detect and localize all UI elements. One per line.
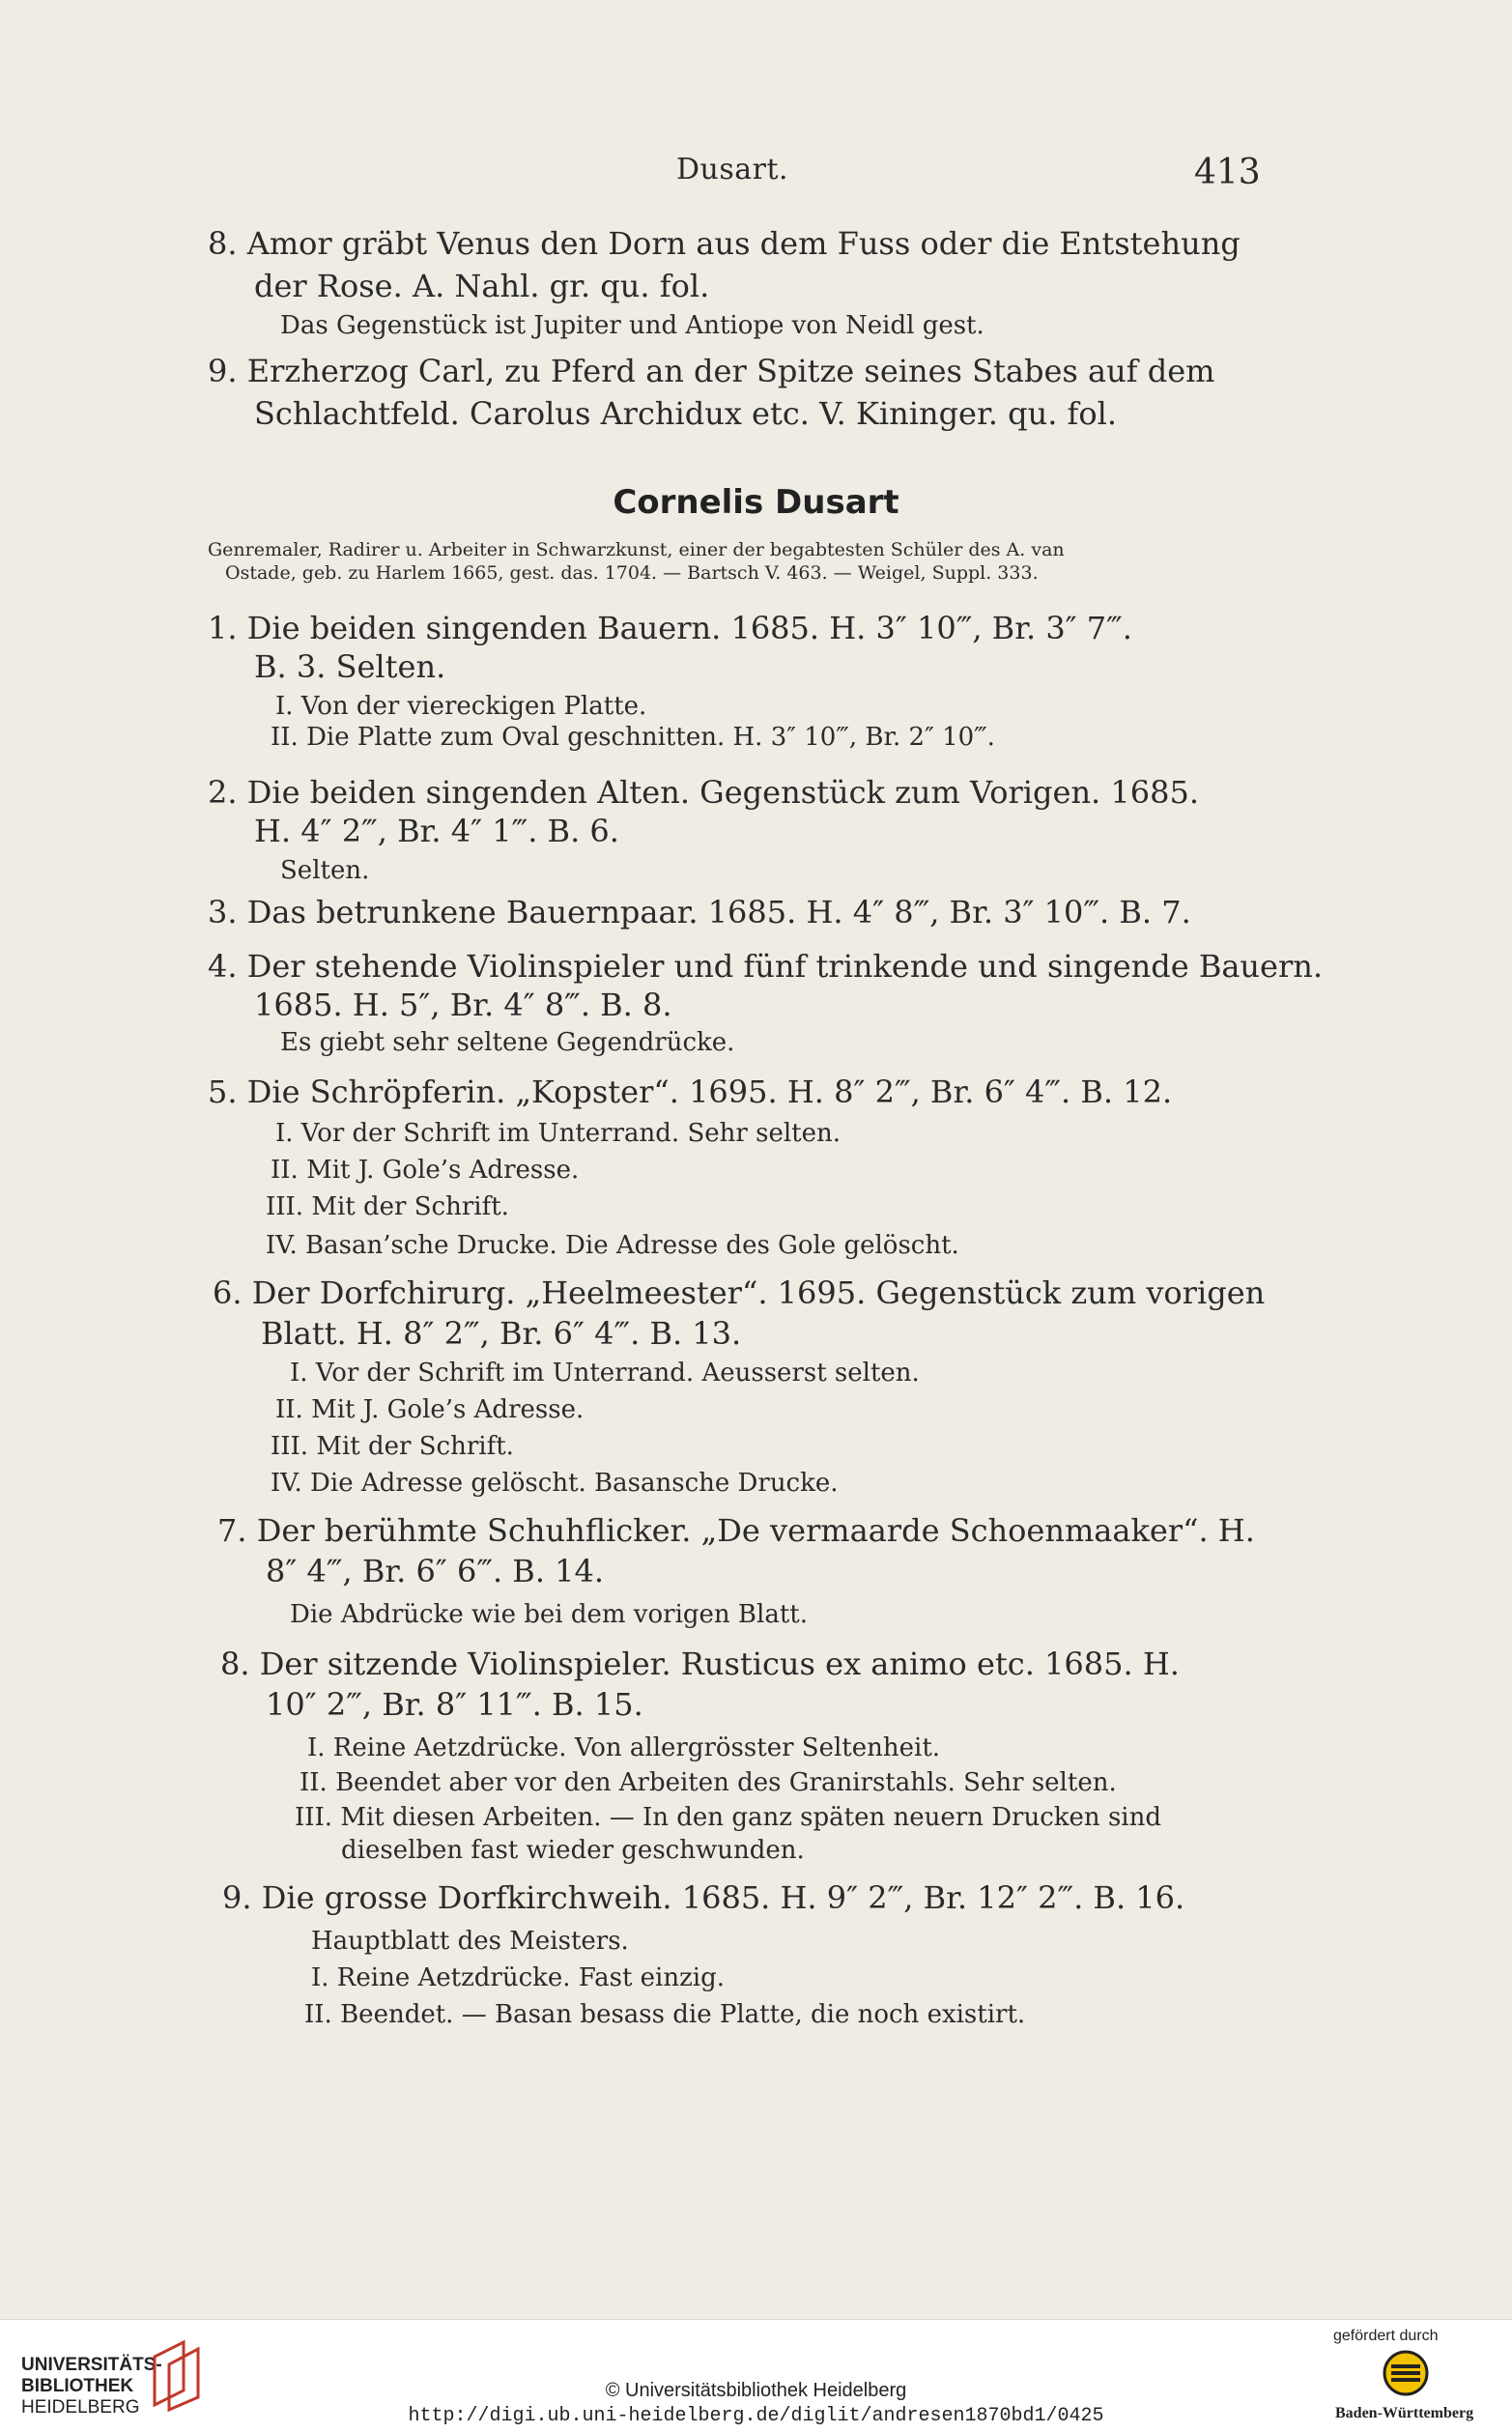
- text-line: 9. Die grosse Dorfkirchweih. 1685. H. 9″ 2‴, Br. 12″ 2‴. B. 16.: [222, 1879, 1185, 1916]
- library-line-2: BIBLIOTHEK: [21, 2376, 134, 2396]
- text-line: III. Mit der Schrift.: [271, 1432, 514, 1461]
- text-line: 3. Das betrunkene Bauernpaar. 1685. H. 4″ 8‴, Br. 3″ 10‴. B. 7.: [208, 894, 1191, 930]
- text-line: 1. Die beiden singenden Bauern. 1685. H. 3″ 10‴, Br. 3″ 7‴.: [208, 610, 1132, 646]
- text-line: 2. Die beiden singenden Alten. Gegenstück zum Vorigen. 1685.: [208, 774, 1199, 811]
- text-line: Selten.: [280, 856, 370, 885]
- text-line: III. Mit diesen Arbeiten. — In den ganz späten neuern Drucken sind: [295, 1803, 1161, 1832]
- permalink-url[interactable]: http://digi.ub.uni-heidelberg.de/diglit/andresen1870bd1/0425: [408, 2405, 1104, 2427]
- sponsor-label: gefördert durch: [1333, 2328, 1439, 2344]
- text-line: 6. Der Dorfchirurg. „Heelmeester“. 1695. Gegenstück zum vorigen: [213, 1274, 1266, 1311]
- text-line: Hauptblatt des Meisters.: [311, 1927, 629, 1956]
- text-line: B. 3. Selten.: [254, 648, 446, 685]
- sponsor-name: Baden-Württemberg: [1335, 2405, 1474, 2421]
- text-line: II. Beendet aber vor den Arbeiten des Granirstahls. Sehr selten.: [300, 1768, 1117, 1797]
- text-line: 7. Der berühmte Schuhflicker. „De vermaarde Schoenmaaker“. H.: [217, 1512, 1255, 1549]
- text-line: 5. Die Schröpferin. „Kopster“. 1695. H. 8″ 2‴, Br. 6″ 4‴. B. 12.: [208, 1073, 1173, 1110]
- text-line: H. 4″ 2‴, Br. 4″ 1‴. B. 6.: [254, 813, 619, 849]
- library-logo-icon: [145, 2337, 213, 2415]
- text-line: I. Vor der Schrift im Unterrand. Aeusserst selten.: [290, 1359, 920, 1388]
- text-line: dieselben fast wieder geschwunden.: [341, 1836, 805, 1865]
- text-line: I. Reine Aetzdrücke. Von allergrösster Seltenheit.: [307, 1733, 941, 1762]
- text-line: Schlachtfeld. Carolus Archidux etc. V. Kininger. qu. fol.: [254, 395, 1118, 432]
- page-number: 413: [1194, 153, 1261, 192]
- text-line: I. Reine Aetzdrücke. Fast einzig.: [311, 1963, 726, 1992]
- text-line: 9. Erzherzog Carl, zu Pferd an der Spitze seines Stabes auf dem: [208, 353, 1215, 389]
- state-crest-icon: [1382, 2349, 1430, 2397]
- text-line: 4. Der stehende Violinspieler und fünf trinkende und singende Bauern.: [208, 948, 1324, 985]
- text-line: 8″ 4‴, Br. 6″ 6‴. B. 14.: [266, 1553, 605, 1589]
- text-line: IV. Basan’sche Drucke. Die Adresse des Gole gelöscht.: [266, 1231, 959, 1260]
- text-line: II. Mit J. Gole’s Adresse.: [271, 1156, 580, 1185]
- text-line: II. Mit J. Gole’s Adresse.: [275, 1395, 585, 1424]
- text-line: III. Mit der Schrift.: [266, 1192, 509, 1221]
- text-line: Genremaler, Radirer u. Arbeiter in Schwarzkunst, einer der begabtesten Schüler des A. van: [208, 539, 1065, 560]
- text-line: II. Beendet. — Basan besass die Platte, die noch existirt.: [304, 2000, 1026, 2029]
- digitization-footer: [0, 2319, 1512, 2433]
- text-line: 1685. H. 5″, Br. 4″ 8‴. B. 8.: [254, 987, 672, 1023]
- text-line: 10″ 2‴, Br. 8″ 11‴. B. 15.: [266, 1686, 643, 1723]
- text-line: Die Abdrücke wie bei dem vorigen Blatt.: [290, 1600, 809, 1629]
- text-line: IV. Die Adresse gelöscht. Basansche Drucke.: [271, 1469, 839, 1498]
- text-line: Ostade, geb. zu Harlem 1665, gest. das. 1704. — Bartsch V. 463. — Weigel, Suppl. 333.: [225, 562, 1039, 584]
- section-heading: Cornelis Dusart: [613, 483, 899, 522]
- text-line: I. Vor der Schrift im Unterrand. Sehr selten.: [275, 1119, 841, 1148]
- text-line: Es giebt sehr seltene Gegendrücke.: [280, 1028, 735, 1057]
- text-line: Das Gegenstück ist Jupiter und Antiope von Neidl gest.: [280, 311, 984, 340]
- text-line: 8. Amor gräbt Venus den Dorn aus dem Fuss oder die Entstehung: [208, 225, 1241, 262]
- library-line-1: UNIVERSITÄTS-: [21, 2355, 162, 2375]
- text-line: der Rose. A. Nahl. gr. qu. fol.: [254, 268, 710, 304]
- text-line: II. Die Platte zum Oval geschnitten. H. 3″ 10‴, Br. 2″ 10‴.: [271, 723, 995, 752]
- running-header-title: Dusart.: [676, 153, 789, 186]
- text-line: I. Von der viereckigen Platte.: [275, 692, 647, 721]
- copyright-notice: © Universitätsbibliothek Heidelberg: [605, 2380, 907, 2401]
- library-line-3: HEIDELBERG: [21, 2397, 140, 2418]
- text-line: 8. Der sitzende Violinspieler. Rusticus ex animo etc. 1685. H.: [220, 1646, 1180, 1682]
- text-line: Blatt. H. 8″ 2‴, Br. 6″ 4‴. B. 13.: [261, 1315, 742, 1352]
